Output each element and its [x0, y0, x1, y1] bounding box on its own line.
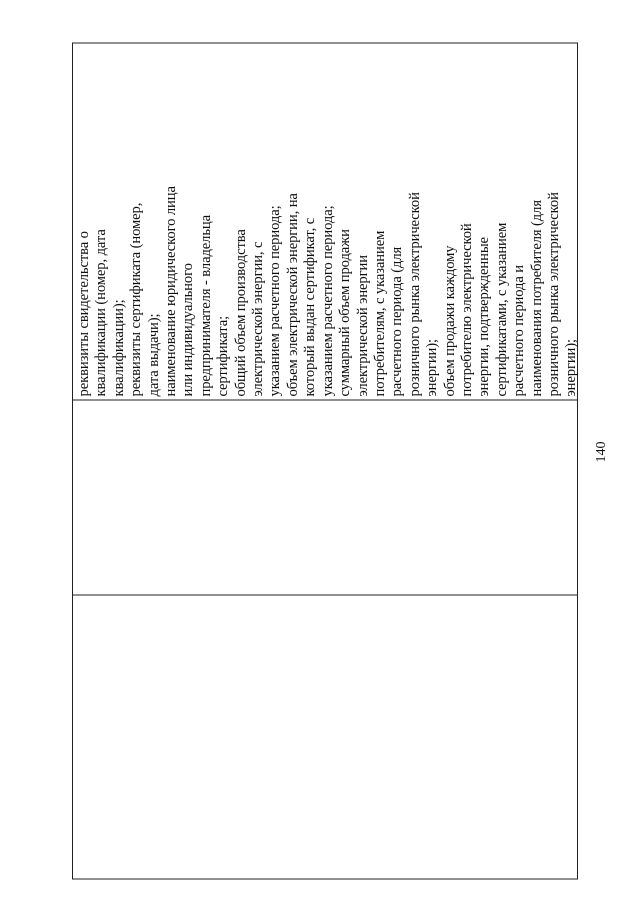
document-table	[72, 43, 578, 880]
table-cell-2-text	[73, 401, 76, 596]
table-cell-3	[73, 42, 580, 401]
table-cell-2	[73, 401, 577, 596]
table-cell-1-text	[73, 596, 76, 879]
requirements-list-text: реквизиты свидетельства о квалификации (номер, дата квалификации); реквизиты сертификата (номер, дата выдачи); наименование юридического лица или индивидуального предпринимателя - владельца сертификата; общий объем производства электрической энергии, с указанием расчетного периода; объем электрической энергии, на который выдан сертификат, с указанием расчетного периода; суммарный объем продажи электрической энергии потребителям, с указанием расчетного периода (для розничного рынка электрической энергии); объем продажи каждому потребителю электрической энергии, подтвержденные сертификатами, с указанием расчетного периода и наименования потребителя (для розничного рынка электрической энергии);	[76, 186, 580, 397]
table-cell-1	[73, 596, 577, 879]
page-number: 140	[594, 441, 609, 463]
